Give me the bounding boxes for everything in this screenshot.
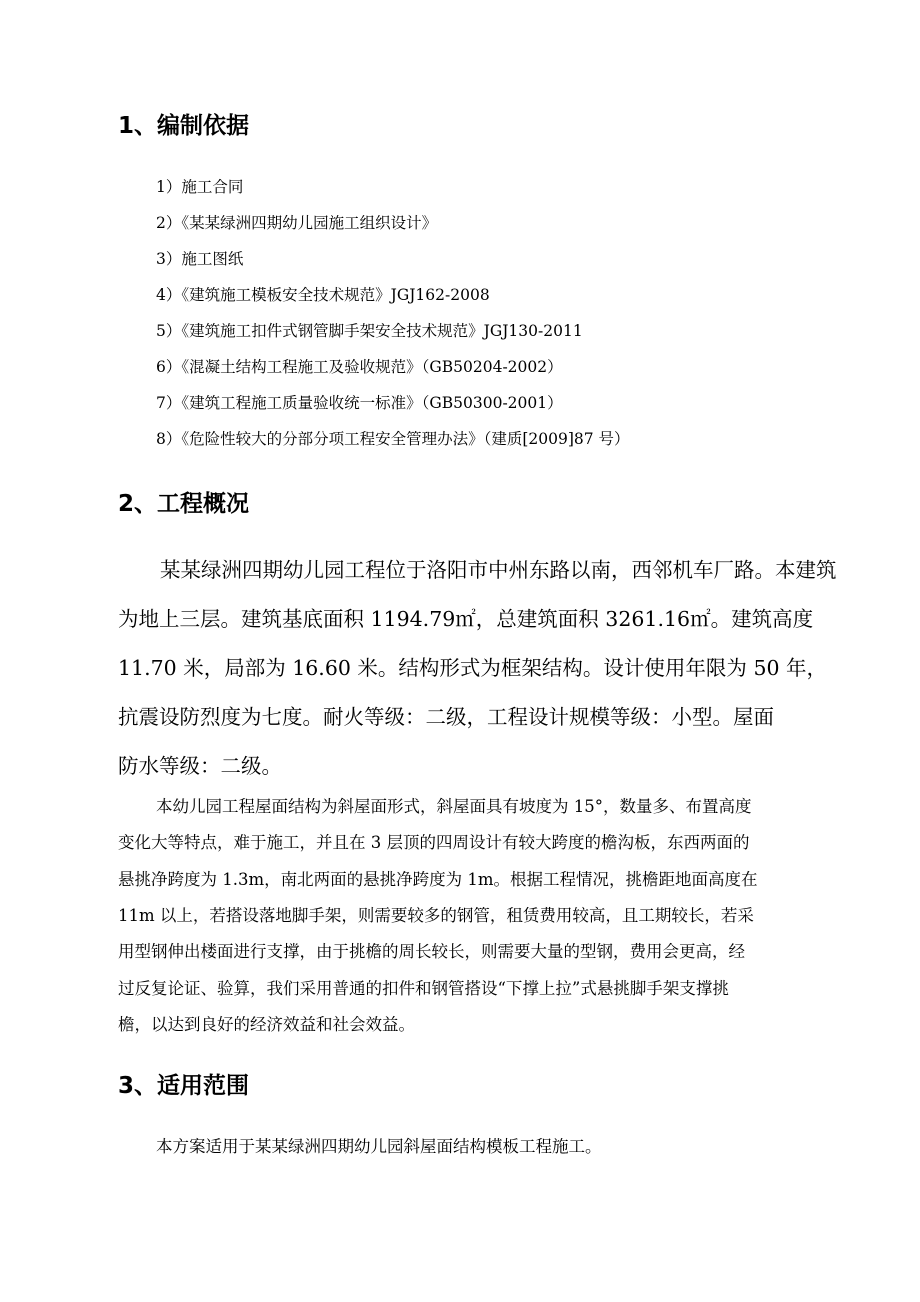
overview-paragraph-line: 11.70 米，局部为 16.60 米。结构形式为框架结构。设计使用年限为 50 年， xyxy=(118,656,828,680)
section-heading-scope: 3、适用范围 xyxy=(118,1073,250,1099)
roof-paragraph-line: 过反复论证、验算，我们采用普通的扣件和钢管搭设“下撑上拉”式悬挑脚手架支撑挑 xyxy=(118,979,729,998)
overview-paragraph-line: 防水等级：二级。 xyxy=(118,754,282,778)
reference-item: 6）《混凝土结构工程施工及验收规范》（GB50204-2002） xyxy=(156,358,563,376)
reference-item: 3）施工图纸 xyxy=(156,250,244,268)
reference-item: 4）《建筑施工模板安全技术规范》JGJ162-2008 xyxy=(156,286,490,304)
overview-paragraph-line: 抗震设防烈度为七度。耐火等级：二级，工程设计规模等级：小型。屋面 xyxy=(118,705,774,729)
roof-paragraph-line: 11m 以上，若搭设落地脚手架，则需要较多的钢管，租赁费用较高，且工期较长，若采 xyxy=(118,906,754,925)
overview-paragraph-line: 某某绿洲四期幼儿园工程位于洛阳市中州东路以南，西邻机车厂路。本建筑 xyxy=(160,558,837,582)
roof-paragraph-line: 变化大等特点，难于施工，并且在 3 层顶的四周设计有较大跨度的檐沟板，东西两面的 xyxy=(118,833,750,852)
overview-paragraph-line: 为地上三层。建筑基底面积 1194.79㎡，总建筑面积 3261.16㎡。建筑高度 xyxy=(118,607,814,631)
roof-paragraph-line: 用型钢伸出楼面进行支撑，由于挑檐的周长较长，则需要大量的型钢，费用会更高，经 xyxy=(118,942,745,961)
reference-item: 1）施工合同 xyxy=(156,178,244,196)
section-heading-overview: 2、工程概况 xyxy=(118,491,250,517)
reference-item: 7）《建筑工程施工质量验收统一标准》（GB50300-2001） xyxy=(156,394,563,412)
reference-item: 2）《某某绿洲四期幼儿园施工组织设计》 xyxy=(156,214,438,232)
roof-paragraph-line: 檐，以达到良好的经济效益和社会效益。 xyxy=(118,1015,415,1034)
reference-item: 8）《危险性较大的分部分项工程安全管理办法》（建质[2009]87 号） xyxy=(156,430,630,448)
scope-text: 本方案适用于某某绿洲四期幼儿园斜屋面结构模板工程施工。 xyxy=(156,1137,602,1156)
roof-paragraph-line: 悬挑净跨度为 1.3m，南北两面的悬挑净跨度为 1m。根据工程情况，挑檐距地面高度在 xyxy=(118,870,758,889)
roof-paragraph-line: 本幼儿园工程屋面结构为斜屋面形式，斜屋面具有坡度为 15°，数量多、布置高度 xyxy=(156,797,752,816)
reference-item: 5）《建筑施工扣件式钢管脚手架安全技术规范》JGJ130-2011 xyxy=(156,322,583,340)
section-heading-basis: 1、编制依据 xyxy=(118,113,250,139)
